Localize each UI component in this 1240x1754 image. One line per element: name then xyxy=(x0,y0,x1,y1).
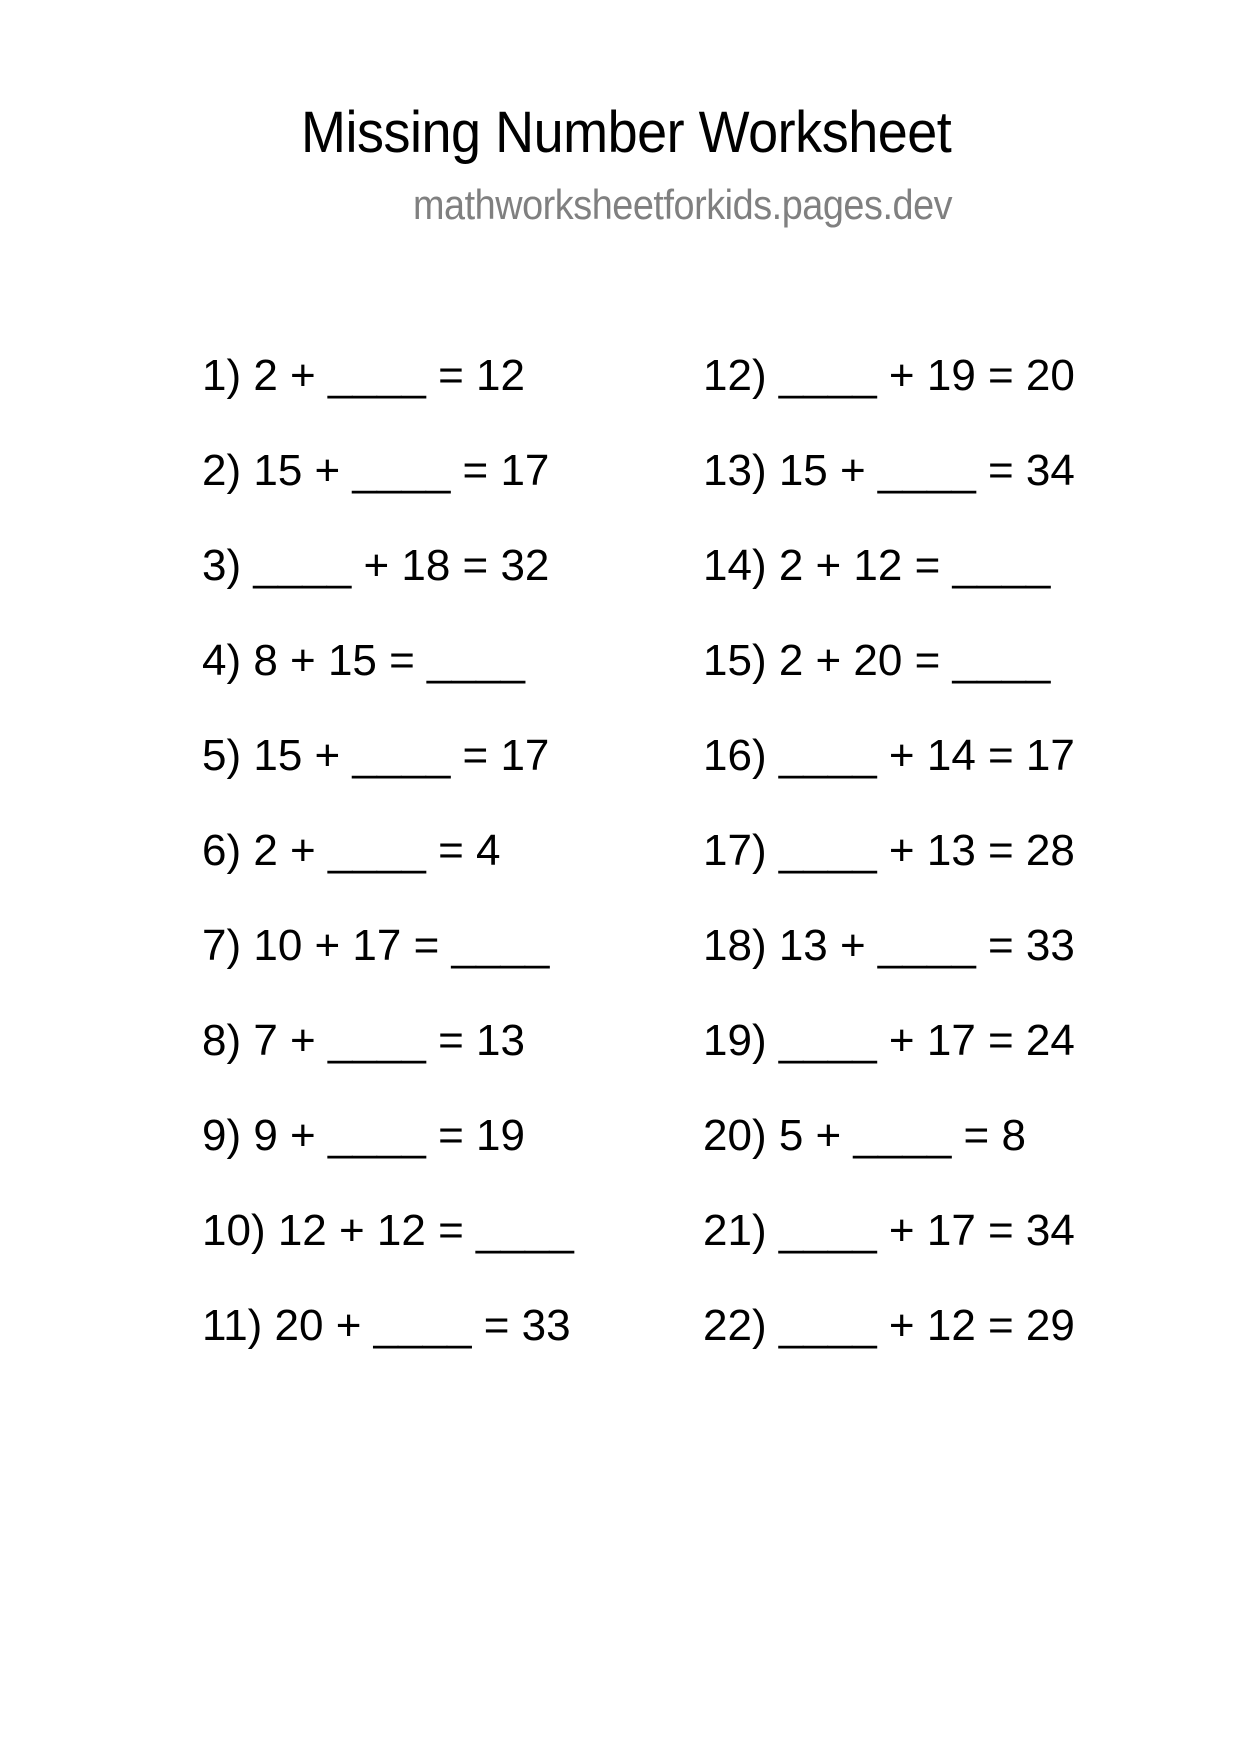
problem-11: 11) 20 + ____ = 33 xyxy=(202,1301,571,1350)
problem-13: 13) 15 + ____ = 34 xyxy=(703,446,1075,495)
problem-17: 17) ____ + 13 = 28 xyxy=(703,826,1075,875)
site-url: mathworksheetforkids.pages.dev xyxy=(413,181,953,228)
problem-19: 19) ____ + 17 = 24 xyxy=(703,1016,1075,1065)
problem-10: 10) 12 + 12 = ____ xyxy=(202,1206,574,1255)
problem-20: 20) 5 + ____ = 8 xyxy=(703,1111,1026,1160)
problem-6: 6) 2 + ____ = 4 xyxy=(202,826,501,875)
problem-8: 8) 7 + ____ = 13 xyxy=(202,1016,525,1065)
problem-15: 15) 2 + 20 = ____ xyxy=(703,636,1051,685)
problem-21: 21) ____ + 17 = 34 xyxy=(703,1206,1075,1255)
problem-3: 3) ____ + 18 = 32 xyxy=(202,541,550,590)
problem-9: 9) 9 + ____ = 19 xyxy=(202,1111,525,1160)
problem-18: 18) 13 + ____ = 33 xyxy=(703,921,1075,970)
problem-16: 16) ____ + 14 = 17 xyxy=(703,731,1075,780)
page-title: Missing Number Worksheet xyxy=(301,100,952,165)
problem-5: 5) 15 + ____ = 17 xyxy=(202,731,550,780)
problem-12: 12) ____ + 19 = 20 xyxy=(703,351,1075,400)
problem-14: 14) 2 + 12 = ____ xyxy=(703,541,1051,590)
problem-22: 22) ____ + 12 = 29 xyxy=(703,1301,1075,1350)
problem-1: 1) 2 + ____ = 12 xyxy=(202,351,525,400)
problem-4: 4) 8 + 15 = ____ xyxy=(202,636,525,685)
problem-2: 2) 15 + ____ = 17 xyxy=(202,446,550,495)
problem-7: 7) 10 + 17 = ____ xyxy=(202,921,550,970)
